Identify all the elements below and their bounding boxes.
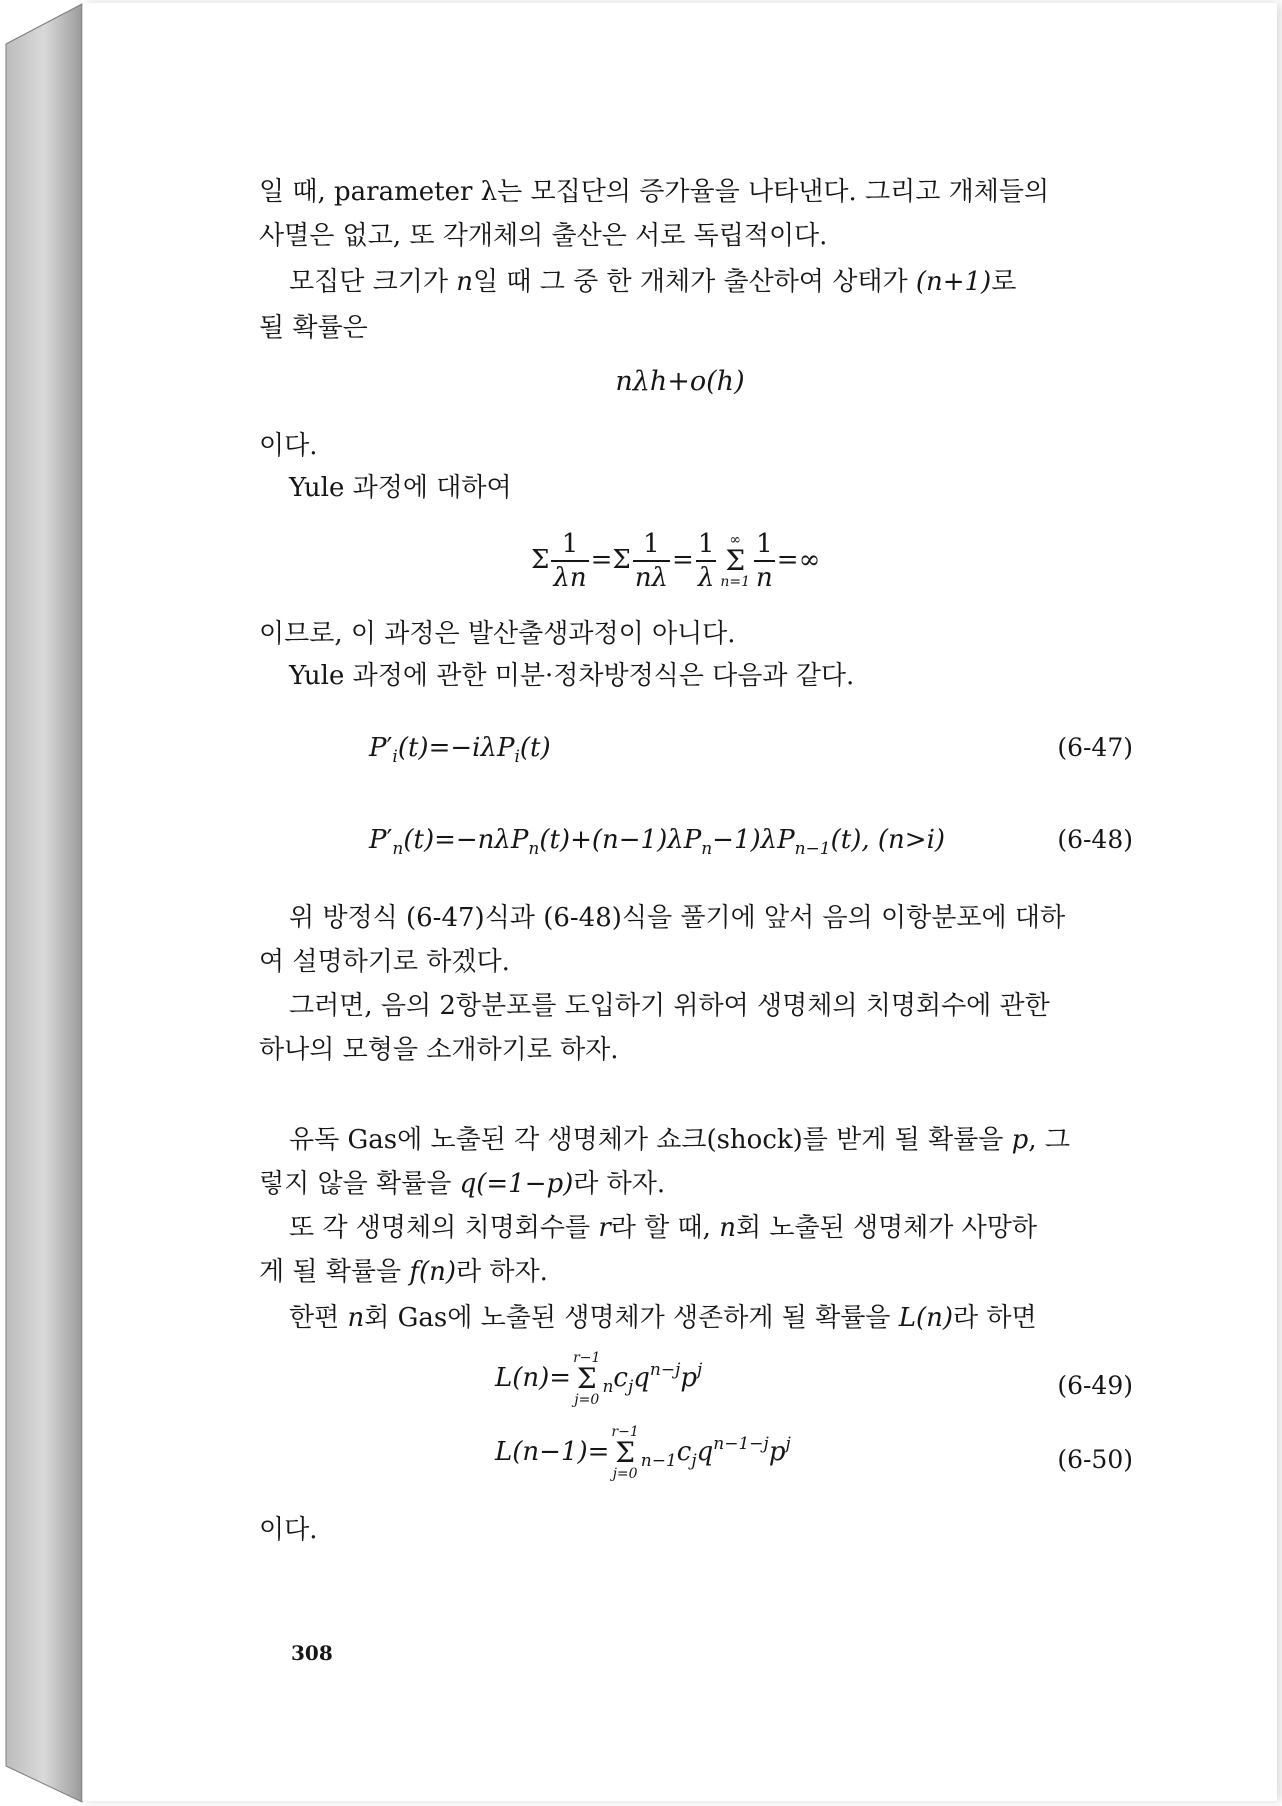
- text-run: 로: [991, 267, 1017, 297]
- equation-number-6-48: (6-48): [1057, 825, 1133, 854]
- paragraph-2-line-2: 될 확률은: [259, 313, 368, 343]
- subscript-n: n: [392, 839, 404, 859]
- fraction-1-over-lambda: [696, 531, 717, 591]
- numerator: 1: [756, 529, 773, 559]
- equation-part: (t)=−nλP: [403, 825, 529, 855]
- equation-part: −1)λP: [712, 825, 795, 855]
- summation-symbol: [573, 1351, 600, 1407]
- sum-sigma: Σ: [725, 544, 746, 577]
- sum-lower-limit: j=0: [612, 1466, 638, 1482]
- subscript-i: i: [514, 747, 520, 767]
- math-q: q: [696, 1437, 714, 1467]
- equation-lhs: L(n−1)=: [495, 1437, 610, 1467]
- paragraph-3-line-2: 여 설명하기로 하겠다.: [259, 947, 510, 977]
- book-spine: [0, 0, 90, 1806]
- denominator: λn: [551, 560, 588, 591]
- subscript-j: j: [627, 1377, 634, 1397]
- equation-probability: nλh+o(h): [615, 366, 745, 397]
- summation-symbol: [611, 1425, 638, 1481]
- math-r: r: [598, 1213, 611, 1243]
- equals-sign: =: [590, 545, 613, 575]
- math-n: n: [347, 1303, 365, 1333]
- sum-upper-limit: r−1: [573, 1350, 601, 1366]
- equation-divergent-sum: [531, 531, 820, 591]
- numerator: 1: [643, 529, 660, 559]
- text-run: 라 하면: [953, 1303, 1037, 1333]
- math-L-n: L(n): [898, 1303, 954, 1333]
- paragraph-7-line-1: [289, 1301, 1037, 1335]
- book-page: [82, 3, 1277, 1801]
- math-f-n: f(n): [409, 1257, 457, 1287]
- math-c: c: [676, 1437, 692, 1467]
- denominator: λ: [696, 560, 716, 591]
- sum-lower-limit: j=0: [574, 1392, 600, 1408]
- equation-tail: (t): [519, 733, 551, 763]
- subscript-n: n: [701, 839, 713, 859]
- text-ida-1: 이다.: [259, 431, 318, 461]
- numerator: 1: [561, 529, 579, 559]
- subscript-n-minus-1: n−1: [794, 839, 831, 859]
- equals-sign: =: [776, 545, 799, 575]
- text-run: 한편: [289, 1303, 348, 1333]
- text-run: 게 될 확률을: [259, 1257, 410, 1287]
- superscript-p: j: [785, 1434, 791, 1454]
- text-run: , 그: [1028, 1125, 1070, 1155]
- math-p: p: [1011, 1125, 1029, 1155]
- equation-number-6-50: (6-50): [1057, 1445, 1133, 1474]
- sigma-symbol: Σ: [531, 545, 550, 575]
- subscript-j: j: [691, 1451, 697, 1471]
- equation-6-47: [369, 733, 551, 767]
- paragraph-5-line-2: [259, 1167, 665, 1201]
- math-n-plus-1: (n+1): [915, 267, 992, 297]
- text-run: 라 하자.: [573, 1169, 666, 1199]
- math-q: q: [633, 1363, 650, 1393]
- page-number: 308: [291, 1641, 333, 1665]
- text-run: 라 하자.: [456, 1257, 548, 1287]
- equation-part: (t)+(n−1)λP: [539, 825, 702, 855]
- superscript-q: n−1−j: [713, 1434, 769, 1454]
- summation-symbol: [720, 533, 750, 589]
- superscript-p: j: [697, 1360, 703, 1380]
- fraction-1-over-lambda-n: [551, 531, 588, 591]
- sum-sigma: Σ: [576, 1362, 597, 1395]
- sigma-symbol: Σ: [612, 545, 631, 575]
- math-q: q(=1−p): [459, 1169, 574, 1199]
- paragraph-1-line-2: 사멸은 없고, 또 각개체의 출산은 서로 독립적이다.: [259, 221, 828, 251]
- equals-sign: =: [672, 545, 694, 575]
- equation-6-50: [495, 1425, 791, 1481]
- subscript-pre: n: [602, 1377, 614, 1397]
- text-run: 라 할 때,: [610, 1213, 720, 1243]
- denominator: nλ: [633, 560, 670, 591]
- paragraph-2-line-1: [289, 265, 1016, 299]
- math-c: c: [613, 1363, 628, 1393]
- text-run: 또 각 생명체의 치명회수를: [289, 1213, 599, 1243]
- equation-body: (t)=−iλP: [397, 733, 515, 763]
- after-sum-line: 이므로, 이 과정은 발산출생과정이 아니다.: [259, 619, 736, 649]
- subscript-pre: n−1: [640, 1451, 677, 1471]
- paragraph-6-line-1: [289, 1211, 1037, 1245]
- math-P: P: [369, 733, 387, 763]
- sum-upper-limit: ∞: [729, 532, 742, 548]
- fraction-1-over-n: [754, 531, 775, 591]
- equation-part: (t), (n>i): [830, 825, 946, 855]
- sum-lower-limit: n=1: [720, 574, 751, 590]
- equation-lhs: L(n)=: [495, 1363, 572, 1393]
- paragraph-4-line-1: 그러면, 음의 2항분포를 도입하기 위하여 생명체의 치명회수에 관한: [289, 991, 1050, 1021]
- paragraph-1-line-1: 일 때, parameter λ는 모집단의 증가율을 나타낸다. 그리고 개체들의: [259, 177, 1050, 207]
- text-run: 회 Gas에 노출된 생명체가 생존하게 될 확률을: [364, 1303, 899, 1333]
- text-run: 모집단 크기가: [289, 267, 457, 297]
- sum-sigma: Σ: [615, 1436, 635, 1469]
- text-run: 회 노출된 생명체가 사망하: [735, 1213, 1038, 1243]
- sum-upper-limit: r−1: [611, 1424, 639, 1440]
- superscript-q: n−j: [649, 1360, 681, 1380]
- equation-number-6-47: (6-47): [1057, 733, 1133, 762]
- math-p: p: [680, 1363, 698, 1393]
- text-ida-2: 이다.: [259, 1515, 318, 1545]
- math-n: n: [719, 1213, 736, 1243]
- paragraph-4-line-2: 하나의 모형을 소개하기로 하자.: [259, 1035, 619, 1065]
- subscript-i: i: [392, 747, 398, 767]
- infinity-symbol: ∞: [798, 545, 821, 575]
- text-run: 일 때 그 중 한 개체가 출산하여 상태가: [472, 267, 916, 297]
- paragraph-3-line-1: 위 방정식 (6-47)식과 (6-48)식을 풀기에 앞서 음의 이항분포에 대하: [289, 903, 1066, 933]
- paragraph-6-line-2: [259, 1255, 548, 1289]
- equation-6-49: [495, 1351, 702, 1407]
- math-n: n: [456, 267, 473, 297]
- yule-intro-2: Yule 과정에 관한 미분·정차방정식은 다음과 같다.: [289, 661, 855, 691]
- math-P: P: [369, 825, 387, 855]
- paragraph-5-line-1: [289, 1123, 1070, 1157]
- equation-number-6-49: (6-49): [1057, 1371, 1133, 1400]
- numerator: 1: [697, 529, 715, 559]
- denominator: n: [754, 560, 775, 591]
- yule-intro-1: Yule 과정에 대하여: [289, 473, 512, 503]
- prime-mark: ′: [386, 825, 393, 855]
- fraction-1-over-n-lambda: [633, 531, 670, 591]
- equation-6-48: [369, 825, 946, 859]
- subscript-n: n: [528, 839, 540, 859]
- prime-mark: ′: [386, 733, 393, 763]
- text-run: 렇지 않을 확률을: [259, 1169, 460, 1199]
- math-p: p: [768, 1437, 786, 1467]
- text-run: 유독 Gas에 노출된 각 생명체가 쇼크(shock)를 받게 될 확률을: [289, 1125, 1012, 1155]
